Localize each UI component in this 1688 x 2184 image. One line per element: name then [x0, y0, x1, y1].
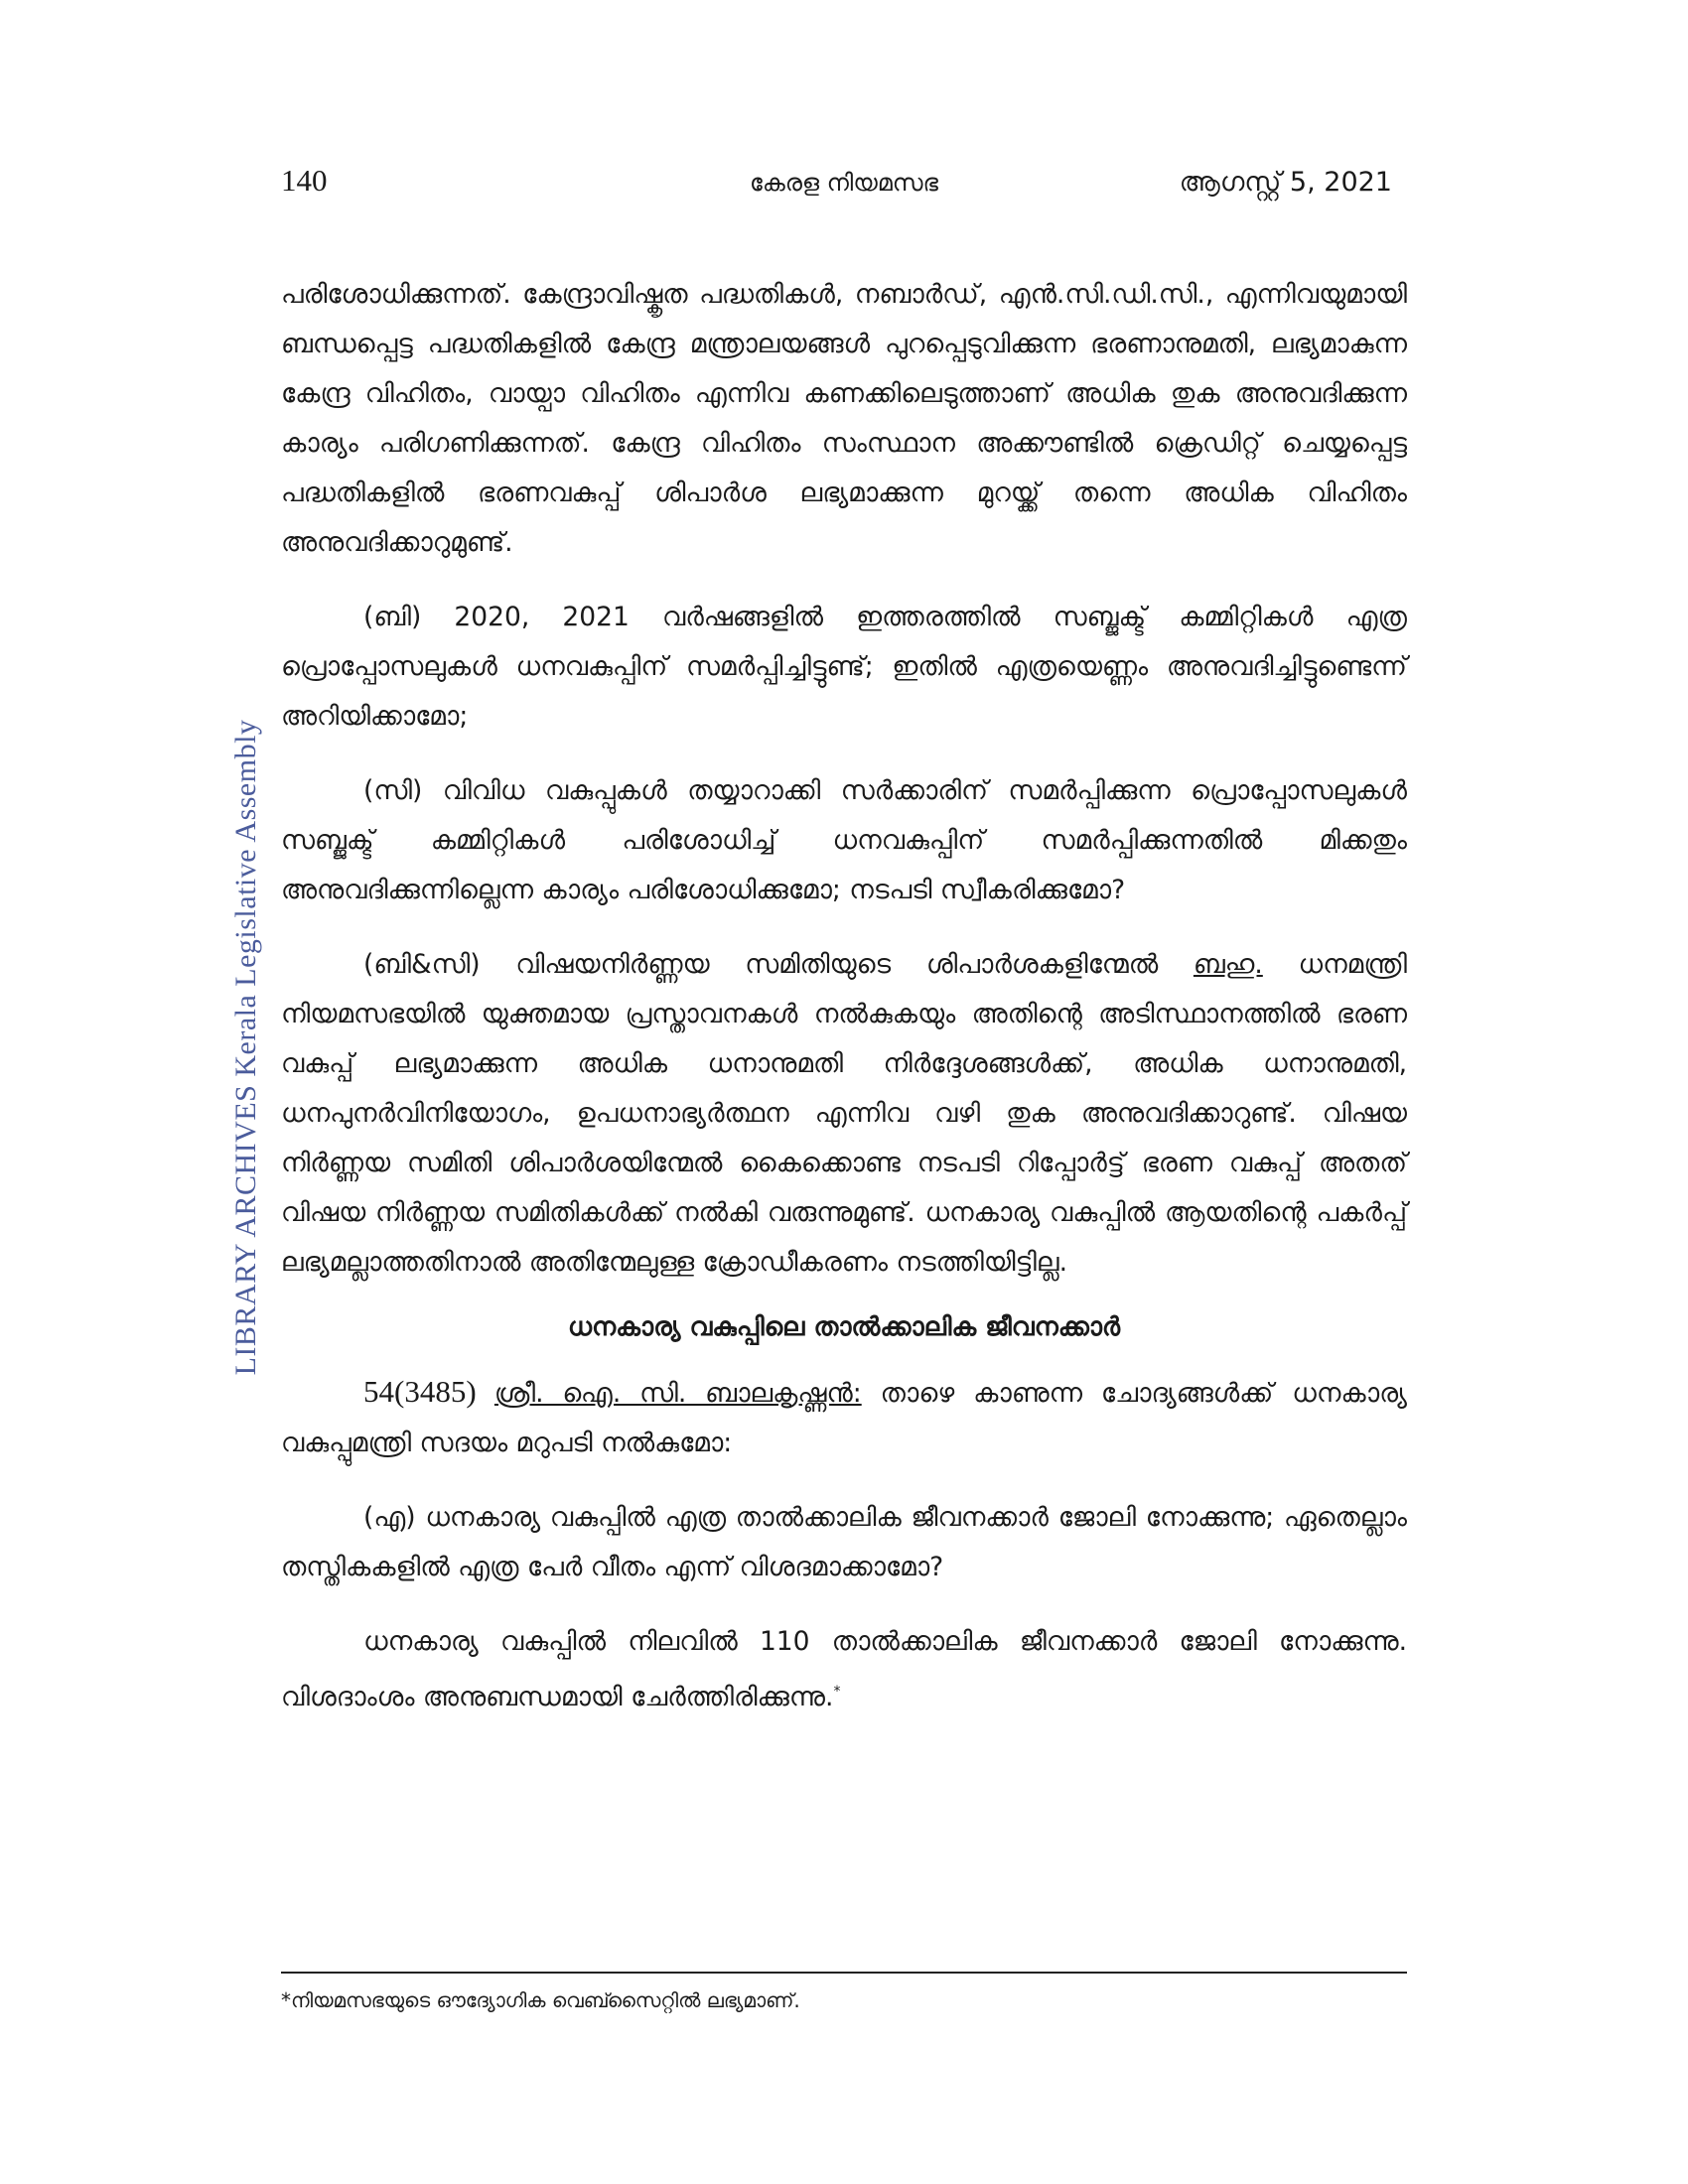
- section-heading: ധനകാര്യ വകുപ്പിലെ താൽക്കാലിക ജീവനക്കാർ: [567, 1312, 1121, 1342]
- question-a: (എ) ധനകാര്യ വകുപ്പിൽ എത്ര താൽക്കാലിക ജീവനക്കാർ ജോലി നോക്കുന്നു; ഏതെല്ലാം തസ്തികകളിൽ എത്ര പേർ വീതം എന്ന് വിശദമാക്കാമോ?: [281, 1502, 1407, 1582]
- answer-b-c: [281, 940, 1407, 1288]
- page-body: [281, 270, 1407, 1747]
- answer-b-c-start: (ബി&സി) വിഷയനിർണ്ണയ സമിതിയുടെ ശിപാർശകളിന്മേൽ: [363, 949, 1194, 980]
- footnote-divider: [281, 1972, 1407, 1974]
- footnote-marker: *: [833, 1684, 841, 1700]
- question-intro-text: താഴെ കാണുന്ന ചോദ്യങ്ങൾക്ക് ധനകാര്യ വകുപ്പുമന്ത്രി സദയം മറുപടി നൽകുമോ:: [281, 1378, 1407, 1458]
- honorific-underlined: ബഹു.: [1193, 949, 1263, 980]
- question-c: (സി) വിവിധ വകുപ്പുകൾ തയ്യാറാക്കി സർക്കാരിന് സമർപ്പിക്കുന്ന പ്രൊപ്പോസലുകൾ സബ്ജക്ട് കമ്മിറ്റികൾ പരിശോധിച്ച് ധനവകുപ്പിന് സമർപ്പിക്കുന്നതിൽ മിക്കതും അനുവദിക്കുന്നില്ലെന്ന കാര്യം പരിശോധിക്കുമോ; നടപടി സ്വീകരിക്കുമോ?: [281, 775, 1407, 905]
- page-date: ആഗസ്റ്റ് 5, 2021: [1179, 167, 1392, 198]
- question-number: 54(3485): [363, 1374, 494, 1409]
- running-title: കേരള നിയമസഭ: [749, 169, 939, 197]
- page-number: 140: [281, 163, 328, 198]
- archive-watermark: LIBRARY ARCHIVES Kerala Legislative Assembly: [229, 719, 262, 1376]
- answer-a-text: ധനകാര്യ വകുപ്പിൽ നിലവിൽ 110 താൽക്കാലിക ജീവനക്കാർ ജോലി നോക്കുന്നു. വിശദാംശം അനുബന്ധമായി ചേർത്തിരിക്കുന്നു.: [281, 1626, 1407, 1712]
- question-54-intro: [281, 1367, 1407, 1468]
- answer-a: [281, 1617, 1407, 1722]
- member-name: ശ്രീ. ഐ. സി. ബാലകൃഷ്ണൻ:: [493, 1378, 862, 1409]
- footnote: *നിയമസഭയുടെ ഔദ്യോഗിക വെബ്സൈറ്റിൽ ലഭ്യമാണ്.: [281, 1988, 800, 2012]
- answer-paragraph-continued: പരിശോധിക്കുന്നത്. കേന്ദ്രാവിഷ്കൃത പദ്ധതികൾ, നബാർഡ്, എൻ.സി.ഡി.സി., എന്നിവയുമായി ബന്ധപ്പെട്ട പദ്ധതികളിൽ കേന്ദ്ര മന്ത്രാലയങ്ങൾ പുറപ്പെടുവിക്കുന്ന ഭരണാനുമതി, ലഭ്യമാകുന്ന കേന്ദ്ര വിഹിതം, വായ്പാ വിഹിതം എന്നിവ കണക്കിലെടുത്താണ് അധിക തുക അനുവദിക്കുന്ന കാര്യം പരിഗണിക്കുന്നത്. കേന്ദ്ര വിഹിതം സംസ്ഥാന അക്കൗണ്ടിൽ ക്രെഡിറ്റ് ചെയ്യപ്പെട്ട പദ്ധതികളിൽ ഭരണവകുപ്പ് ശിപാർശ ലഭ്യമാക്കുന്ന മുറയ്ക്ക് തന്നെ അധിക വിഹിതം അനുവദിക്കാറുമുണ്ട്.: [281, 279, 1407, 558]
- question-b: (ബി) 2020, 2021 വർഷങ്ങളിൽ ഇത്തരത്തിൽ സബ്ജക്ട് കമ്മിറ്റികൾ എത്ര പ്രൊപ്പോസലുകൾ ധനവകുപ്പിന് സമർപ്പിച്ചിട്ടുണ്ട്; ഇതിൽ എത്രയെണ്ണം അനുവദിച്ചിട്ടുണ്ടെന്ന് അറിയിക്കാമോ;: [281, 602, 1407, 732]
- answer-b-c-end: ധനമന്ത്രി നിയമസഭയിൽ യുക്തമായ പ്രസ്താവനകൾ നൽകുകയും അതിന്റെ അടിസ്ഥാനത്തിൽ ഭരണ വകുപ്പ് ലഭ്യമാക്കുന്ന അധിക ധനാനുമതി നിർദ്ദേശങ്ങൾക്ക്, അധിക ധനാനുമതി, ധനപുനർവിനിയോഗം, ഉപധനാഭ്യർത്ഥന എന്നിവ വഴി തുക അനുവദിക്കാറുണ്ട്. വിഷയ നിർണ്ണയ സമിതി ശിപാർശയിന്മേൽ കൈക്കൊണ്ട നടപടി റിപ്പോർട്ട് ഭരണ വകുപ്പ് അതത് വിഷയ നിർണ്ണയ സമിതികൾക്ക് നൽകി വരുന്നുമുണ്ട്. ധനകാര്യ വകുപ്പിൽ ആയതിന്റെ പകർപ്പ് ലഭ്യമല്ലാത്തതിനാൽ അതിന്മേലുള്ള ക്രോഡീകരണം നടത്തിയിട്ടില്ല.: [281, 949, 1407, 1278]
